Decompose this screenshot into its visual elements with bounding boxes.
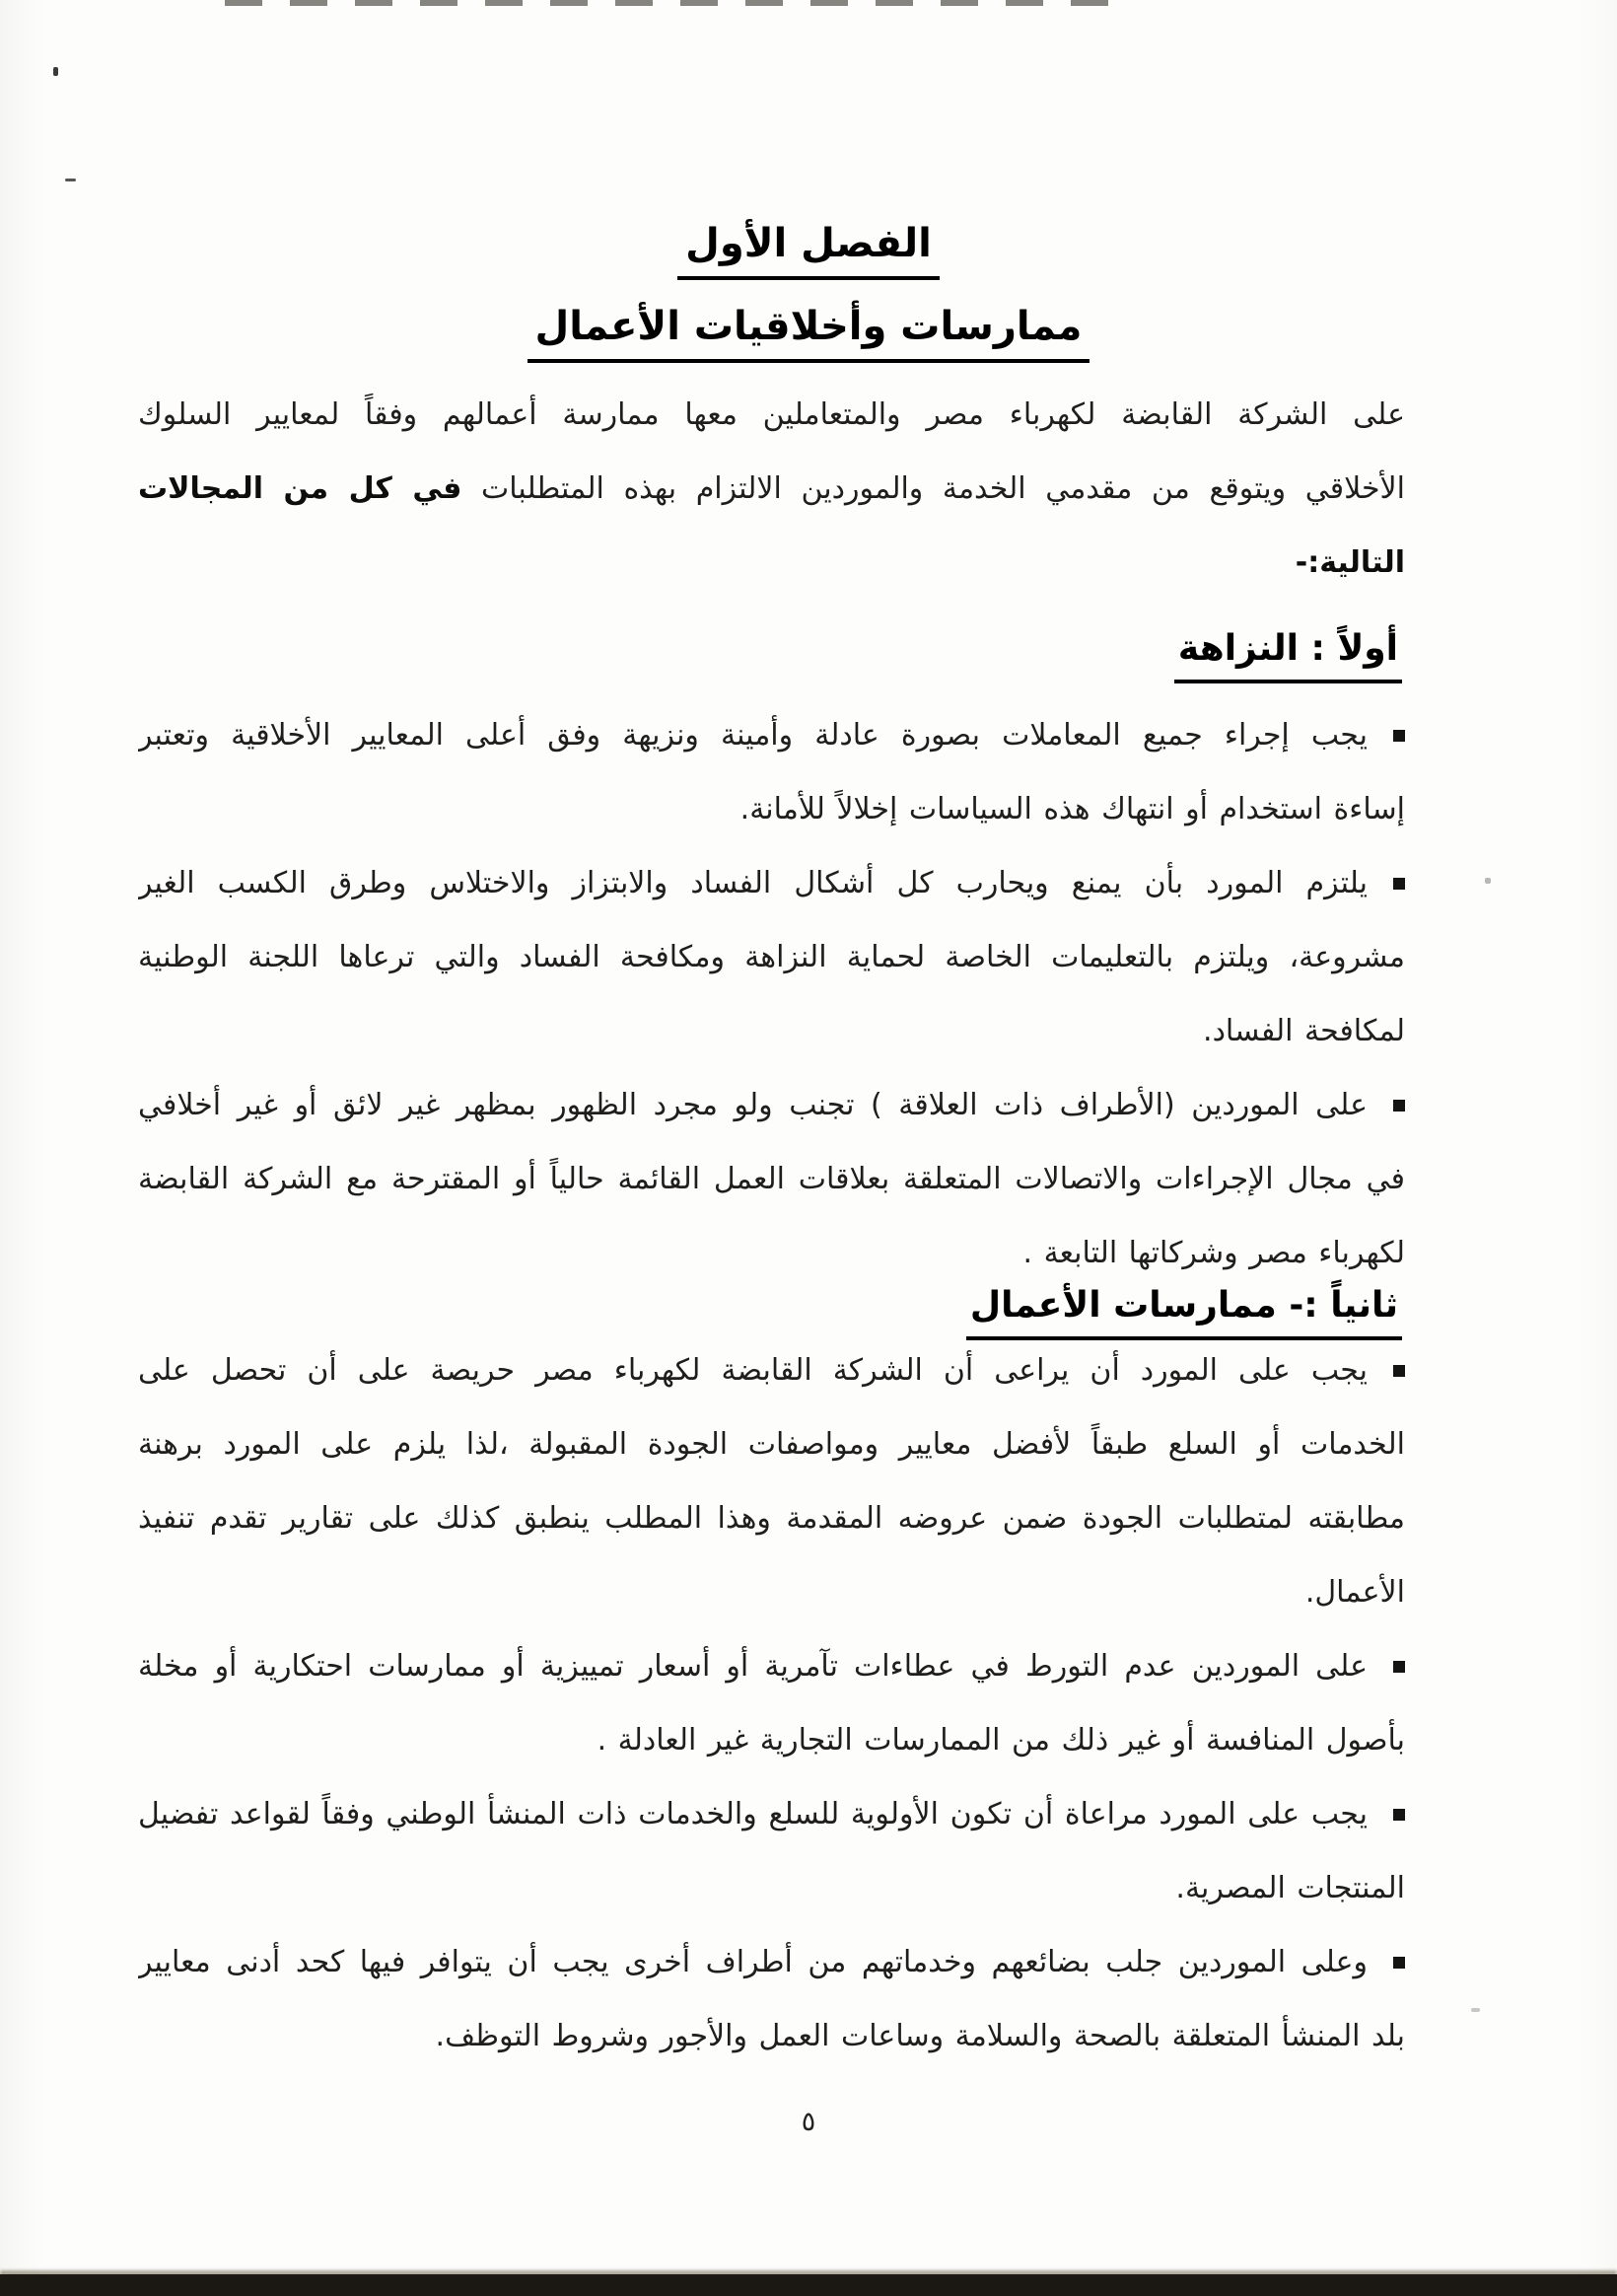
bullet-line: المنتجات المصرية. xyxy=(1175,1871,1405,1905)
chapter-title: الفصل الأول xyxy=(0,221,1617,280)
intro-line: التالية:- xyxy=(1295,545,1405,580)
intro-line: على الشركة القابضة لكهرباء مصر والمتعاملين معها ممارسة أعمالهم وفقاً لمعايير السلوك xyxy=(138,397,1405,432)
scan-bottom-band-artifact xyxy=(0,2274,1617,2296)
page-number: ٥ xyxy=(801,2107,816,2137)
bullet-item: على الموردين عدم التورط في عطاءات تآمرية أو أسعار تمييزية أو ممارسات احتكارية أو مخلة xyxy=(138,1629,1405,1703)
bullet-square-icon xyxy=(1393,1661,1405,1673)
intro-line: الأخلاقي ويتوقع من مقدمي الخدمة والموردين الالتزام بهذه المتطلبات في كل من المجالات xyxy=(138,471,1405,506)
scan-speck xyxy=(65,179,76,181)
bullet-item: وعلى الموردين جلب بضائعهم وخدماتهم من أطراف أخرى يجب أن يتوافر فيها كحد أدنى معايير xyxy=(138,1925,1405,1999)
bullet-line: لمكافحة الفساد. xyxy=(1203,1014,1405,1048)
bullet-line: إساءة استخدام أو انتهاك هذه السياسات إخلالاً للأمانة. xyxy=(739,792,1405,826)
bullet-square-icon xyxy=(1393,1100,1405,1112)
bullet-item: يجب على المورد أن يراعى أن الشركة القابضة لكهرباء مصر حريصة على أن تحصل على xyxy=(138,1333,1405,1407)
bullet-item: على الموردين (الأطراف ذات العلاقة ) تجنب ولو مجرد الظهور بمظهر غير لائق أو غير أخلافي xyxy=(138,1068,1405,1142)
bullet-line: بلد المنشأ المتعلقة بالصحة والسلامة وساعات العمل والأجور وشروط التوظف. xyxy=(435,2019,1405,2053)
bullet-line: الخدمات أو السلع طبقاً لأفضل معايير ومواصفات الجودة المقبولة ،لذا يلزم على المورد برهنة xyxy=(138,1427,1405,1462)
bullet-line: مشروعة، ويلتزم بالتعليمات الخاصة لحماية النزاهة ومكافحة الفساد والتي ترعاها اللجنة الوطنية xyxy=(138,940,1405,974)
bullet-line: مطابقته لمتطلبات الجودة ضمن عروضه المقدمة وهذا المطلب ينطبق كذلك على تقارير تقدم تنفيذ xyxy=(138,1501,1405,1536)
business-practices-bullet-list xyxy=(138,1333,1405,2073)
bullet-square-icon xyxy=(1393,1365,1405,1377)
bullet-item: يجب إجراء جميع المعاملات بصورة عادلة وأمينة ونزيهة وفق أعلى المعايير الأخلاقية وتعتبر xyxy=(138,698,1405,772)
scan-speck xyxy=(53,67,58,76)
integrity-bullet-list xyxy=(138,698,1405,1290)
bullet-item: يجب على المورد مراعاة أن تكون الأولوية للسلع والخدمات ذات المنشأ الوطني وفقاً لقواعد تفضيل xyxy=(138,1777,1405,1851)
intro-paragraph xyxy=(138,378,1405,600)
section-heading-integrity: أولاً : النزاهة xyxy=(1174,627,1402,683)
scan-speck xyxy=(1471,2008,1480,2012)
bullet-line: بأصول المنافسة أو غير ذلك من الممارسات التجارية غير العادلة . xyxy=(597,1723,1405,1758)
section-heading-business-practices: ثانياً :- ممارسات الأعمال xyxy=(966,1284,1402,1340)
bullet-square-icon xyxy=(1393,730,1405,742)
bullet-line: الأعمال. xyxy=(1304,1575,1405,1610)
document-title: ممارسات وأخلاقيات الأعمال xyxy=(0,304,1617,363)
bullet-square-icon xyxy=(1393,1957,1405,1969)
scan-speck xyxy=(1485,878,1491,884)
bullet-line: في مجال الإجراءات والاتصالات المتعلقة بعلاقات العمل القائمة حالياً أو المقترحة مع الشركة القابضة xyxy=(138,1162,1405,1196)
scan-top-band-artifact xyxy=(225,0,1122,6)
bullet-square-icon xyxy=(1393,1809,1405,1821)
bullet-item: يلتزم المورد بأن يمنع ويحارب كل أشكال الفساد والابتزاز والاختلاس وطرق الكسب الغير xyxy=(138,846,1405,920)
bullet-line: لكهرباء مصر وشركاتها التابعة . xyxy=(1022,1236,1405,1270)
bullet-square-icon xyxy=(1393,878,1405,890)
